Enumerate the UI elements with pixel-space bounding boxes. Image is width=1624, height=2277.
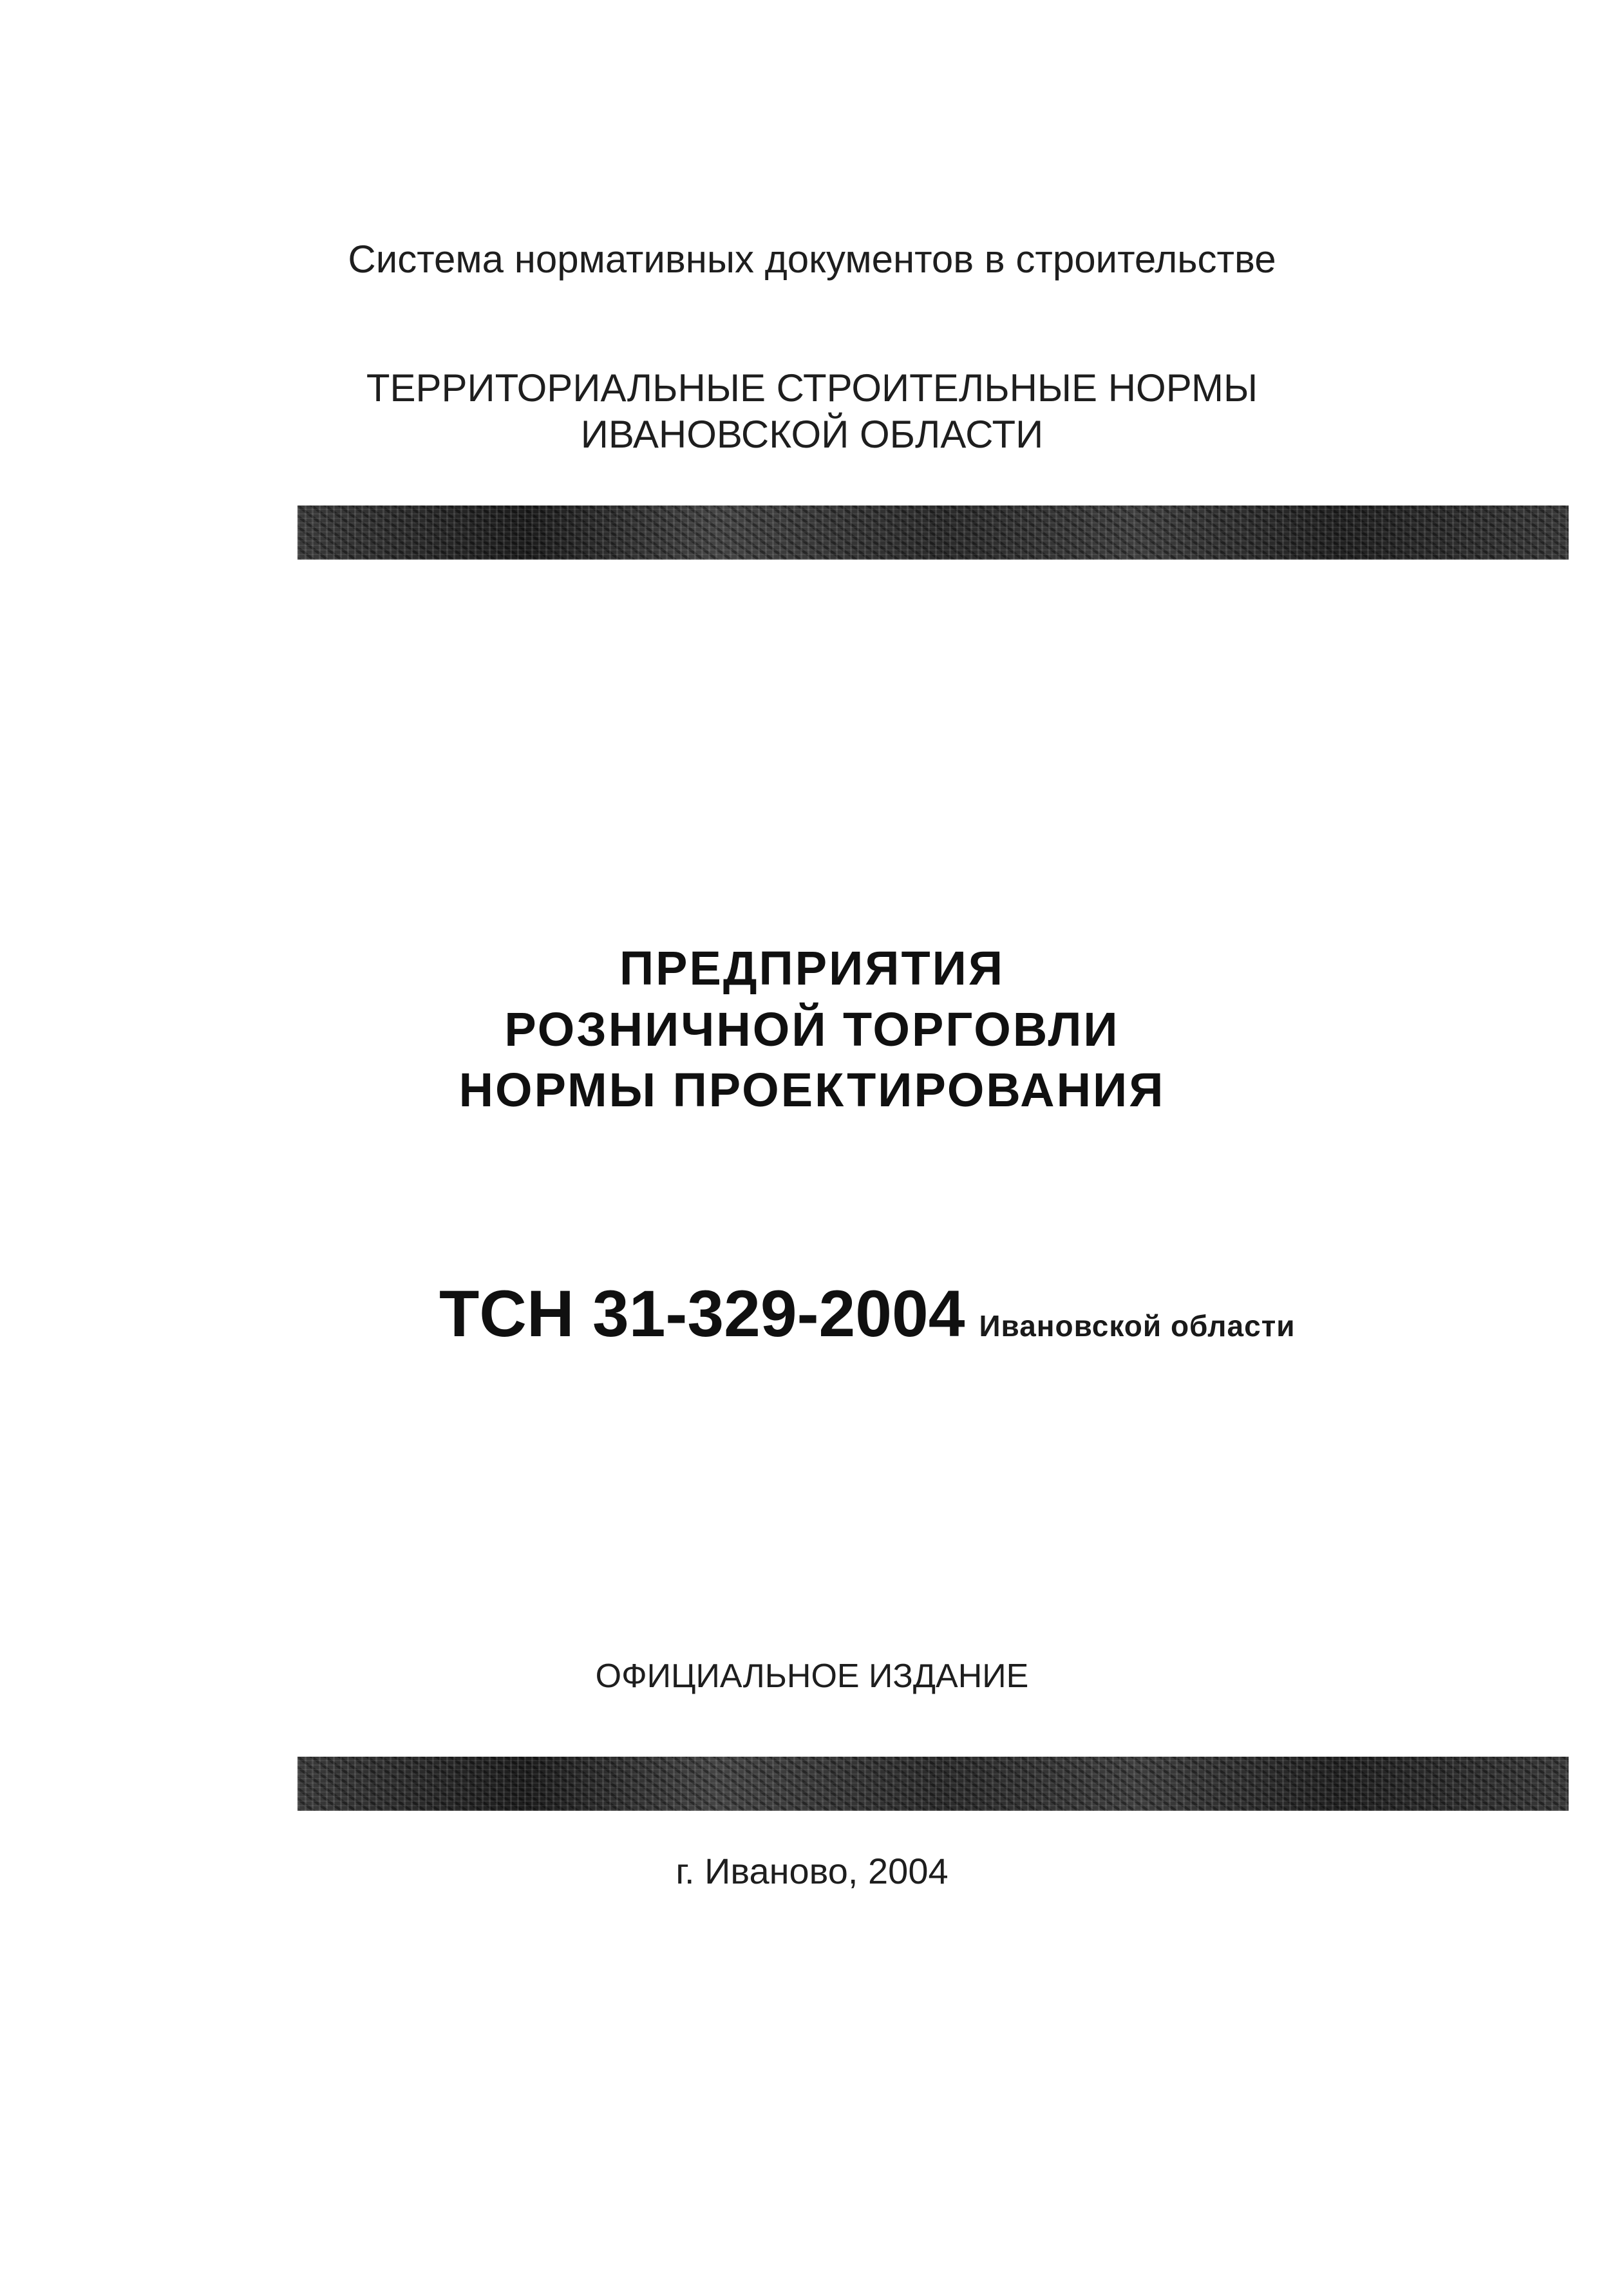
document-title-line-2: РОЗНИЧНОЙ ТОРГОВЛИ: [504, 1003, 1120, 1056]
document-code: ТСН 31-329-2004: [439, 1277, 965, 1350]
bottom-divider-bar: [297, 1757, 1569, 1811]
document-title-line-3: НОРМЫ ПРОЕКТИРОВАНИЯ: [458, 1063, 1166, 1117]
top-divider-bar: [297, 505, 1569, 560]
official-edition-label: ОФИЦИАЛЬНОЕ ИЗДАНИЕ: [595, 1658, 1029, 1695]
document-title-line-1: ПРЕДПРИЯТИЯ: [619, 941, 1005, 995]
document-code-region: Ивановской области: [979, 1309, 1296, 1343]
document-designation: [439, 1275, 1296, 1365]
norms-heading-line-1: ТЕРРИТОРИАЛЬНЫЕ СТРОИТЕЛЬНЫЕ НОРМЫ: [366, 366, 1258, 410]
norms-heading-line-2: ИВАНОВСКОЙ ОБЛАСТИ: [580, 413, 1044, 456]
publication-place-year: г. Иваново, 2004: [675, 1851, 949, 1891]
document-series: Система нормативных документов в строительстве: [348, 238, 1276, 281]
